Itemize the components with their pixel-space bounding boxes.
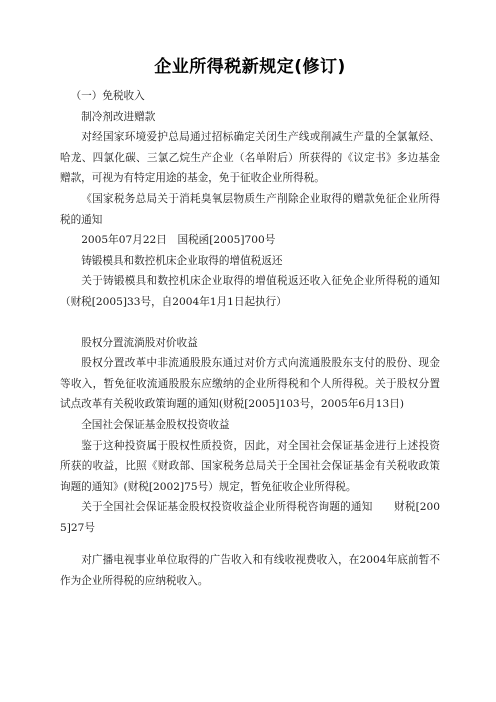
document-title: 企业所得税新规定(修订)	[154, 57, 346, 77]
notice-title: 《国家税务总局关于消耗臭氧层物质生产削除企业取得的赠款免征企业所得税的通知	[60, 192, 440, 226]
item-heading: 铸锻模具和数控机床企业取得的增值税返还	[81, 254, 283, 267]
notice-reference: 2005年07月22日 国税函[2005]700号	[81, 234, 276, 247]
item-heading: 股权分置流淌股对价收益	[81, 336, 198, 349]
body-paragraph: 股权分置改革中非流通股股东通过对价方式向流通股股东支付的股份、现金等收入，暂免征收流通股股东应缴纳的企业所得税和个人所得税。关于股权分置试点改革有关税收政策询题的通知(财税[2005]103号，2005年6月13日)	[60, 357, 440, 411]
body-paragraph: 鉴于这种投资属于股权性质投资，因此，对全国社会保证基金进行上述投资所获的收益，比照《财政部、国家税务总局关于全国社会保证基金有关税收政策询题的通知》(财税[2002]75号）规定，暂免征收企业所得税。	[60, 439, 440, 493]
paragraph-gap	[60, 538, 440, 550]
item-heading: 全国社会保证基金股权投资收益	[81, 418, 230, 431]
section-heading: （一）免税收入	[70, 90, 145, 102]
paragraph-gap	[60, 313, 440, 333]
item-heading: 制冷剂改进赠款	[81, 110, 156, 123]
body-paragraph: 对广播电视事业单位取得的广告收入和有线收视费收入，在2004年底前暂不作为企业所得税的应纳税收入。	[60, 554, 440, 588]
body-paragraph: 关于铸锻模具和数控机床企业取得的增值税返还收入征免企业所得税的通知（财税[2005]33号，自2004年1月1日起执行）	[60, 275, 440, 308]
notice-reference: 关于全国社会保证基金股权投资收益企业所得税咨询题的通知 财税[2005]27号	[60, 501, 440, 534]
body-paragraph: 对经国家环境爱护总局通过招标确定关闭生产线或削减生产量的全氯氟烃、哈龙、四氯化碳、三氯乙烷生产企业（名单附后）所获得的《议定书》多边基金赠款，可视为有特定用途的基金，免于征收企业所得税。	[60, 131, 440, 185]
